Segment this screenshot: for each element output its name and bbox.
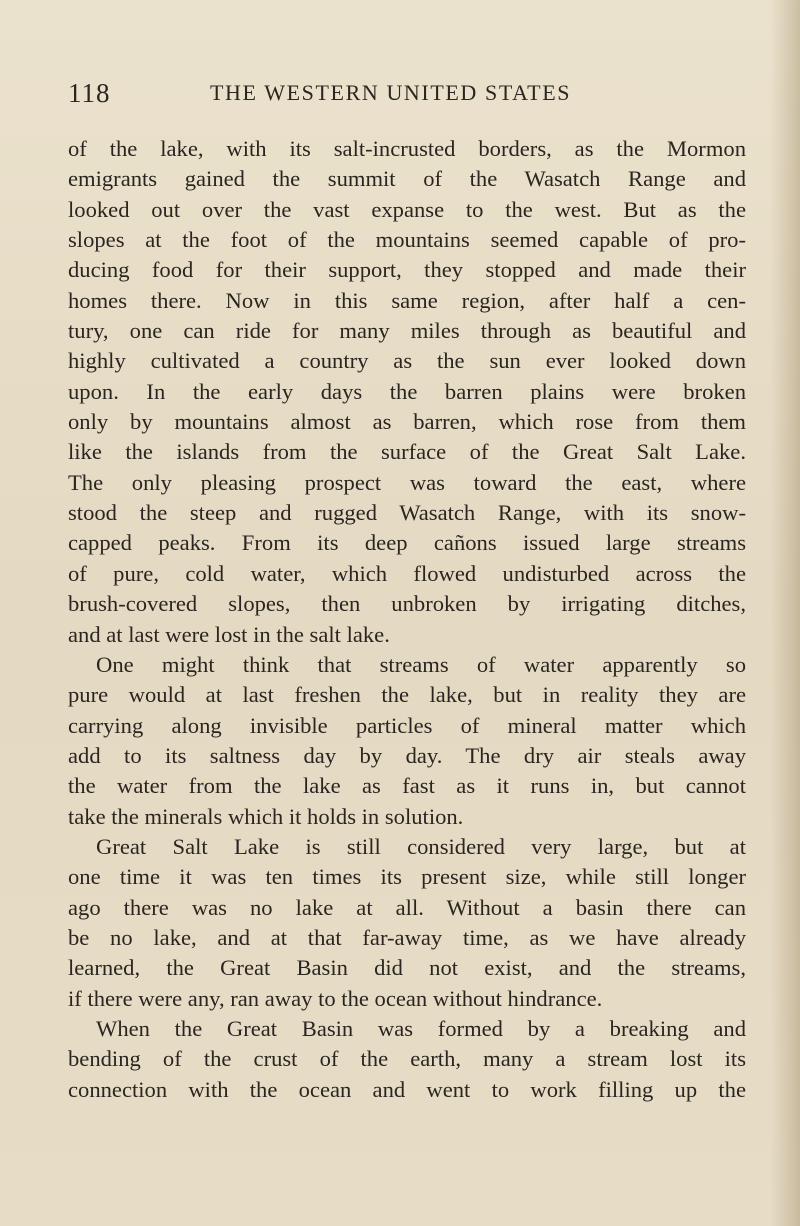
text-line: only by mountains almost as barren, which rose from them [68, 409, 746, 435]
text-line: tury, one can ride for many miles through as beautiful and [68, 318, 746, 344]
text-line: like the islands from the surface of the Great Salt Lake. [68, 439, 746, 465]
text-line: ago there was no lake at all. Without a basin there can [68, 894, 746, 920]
text-line: take the minerals which it holds in solution. [68, 803, 464, 829]
text-line: emigrants gained the summit of the Wasatch Range and [68, 166, 746, 192]
text-line: pure would at last freshen the lake, but in reality they are [68, 682, 746, 708]
text-line: highly cultivated a country as the sun ever looked down [68, 348, 746, 374]
text-line: carrying along invisible particles of mineral matter which [68, 712, 746, 738]
text-line: ducing food for their support, they stopped and made their [68, 257, 746, 283]
paragraph [68, 832, 746, 1014]
paragraph [68, 1014, 746, 1105]
running-head [68, 78, 740, 118]
text-line: and at last were lost in the salt lake. [68, 621, 390, 647]
paragraph [68, 134, 746, 650]
text-line: one time it was ten times its present size, while still longer [68, 864, 746, 890]
text-line: add to its saltness day by day. The dry air steals away [68, 742, 746, 768]
text-line: the water from the lake as fast as it runs in, but cannot [68, 773, 746, 799]
text-line: bending of the crust of the earth, many a stream lost its [68, 1046, 746, 1072]
text-line: One might think that streams of water apparently so [96, 651, 746, 677]
text-line: When the Great Basin was formed by a breaking and [96, 1015, 746, 1041]
text-line: upon. In the early days the barren plains were broken [68, 378, 746, 404]
text-line: stood the steep and rugged Wasatch Range, with its snow- [68, 500, 746, 526]
text-line: Great Salt Lake is still considered very large, but at [96, 833, 746, 859]
running-title: THE WESTERN UNITED STATES [210, 80, 572, 105]
text-line: The only pleasing prospect was toward the east, where [68, 469, 746, 495]
text-line: looked out over the vast expanse to the west. But as the [68, 196, 746, 222]
body-text [68, 134, 746, 1105]
text-line: learned, the Great Basin did not exist, and the streams, [68, 955, 746, 981]
text-line: of the lake, with its salt-incrusted borders, as the Mormon [68, 136, 746, 161]
text-line: brush-covered slopes, then unbroken by irrigating ditches, [68, 591, 746, 617]
paragraph [68, 650, 746, 832]
text-line: if there were any, ran away to the ocean without hindrance. [68, 985, 603, 1011]
page-number: 118 [68, 78, 111, 108]
text-line: slopes at the foot of the mountains seemed capable of pro- [68, 227, 746, 253]
text-line: of pure, cold water, which flowed undisturbed across the [68, 560, 746, 586]
text-line: be no lake, and at that far-away time, as we have already [68, 924, 746, 950]
text-line: homes there. Now in this same region, after half a cen- [68, 287, 746, 313]
text-line: connection with the ocean and went to work filling up the [68, 1076, 746, 1102]
text-line: capped peaks. From its deep cañons issued large streams [68, 530, 746, 556]
